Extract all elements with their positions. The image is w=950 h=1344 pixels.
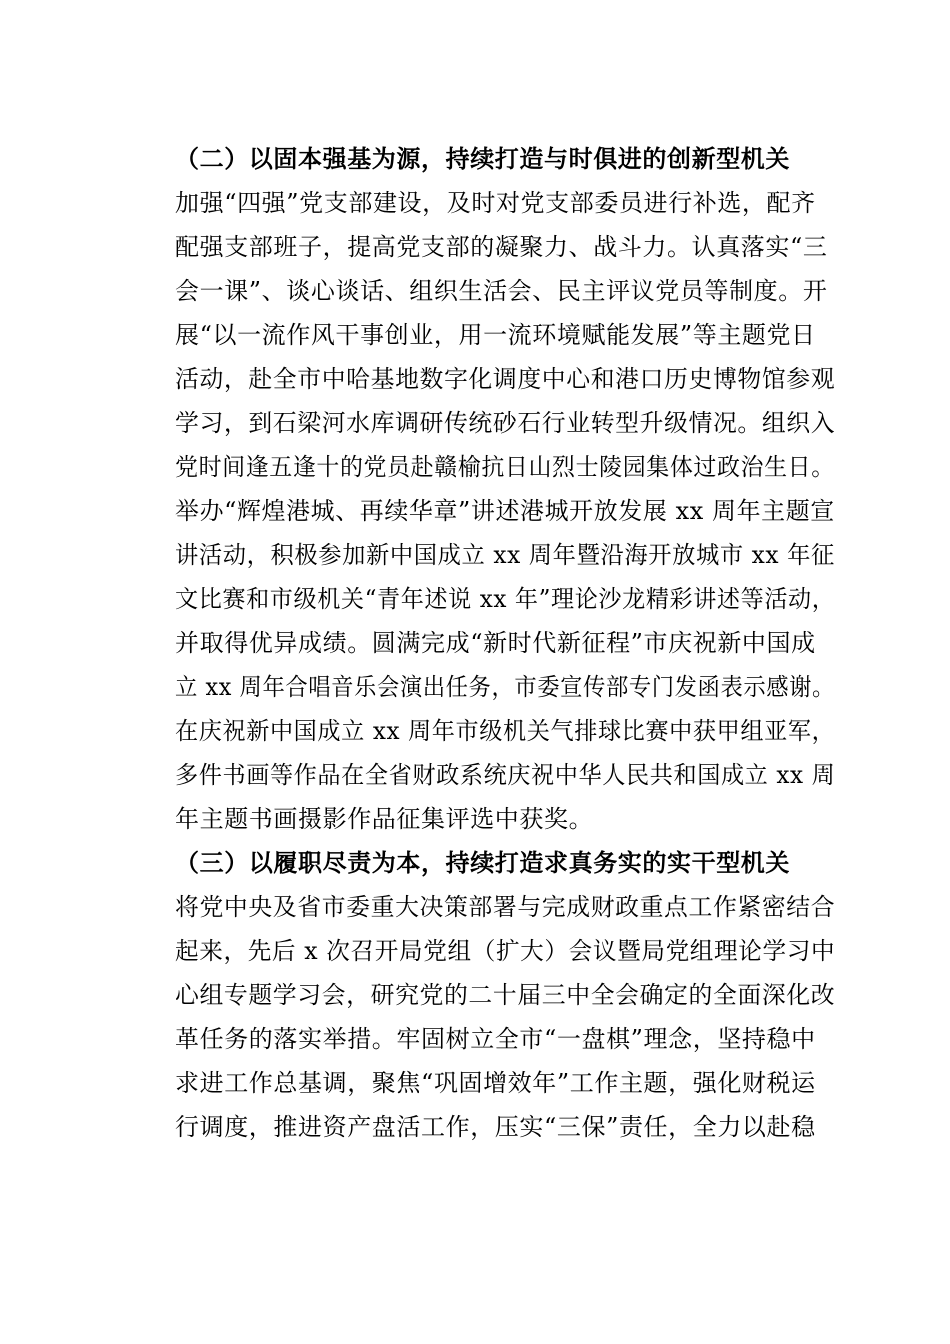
section-2-line: 党时间逢五逢十的党员赴赣榆抗日山烈士陵园集体过政治生日。 bbox=[175, 453, 835, 481]
section-3-heading: （三）以履职尽责为本，持续打造求真务实的实干型机关 bbox=[175, 848, 790, 877]
section-2-line: 举办“辉煌港城、再续华章”讲述港城开放发展 xx 周年主题宣 bbox=[175, 497, 835, 525]
section-2-line: 并取得优异成绩。圆满完成“新时代新征程”市庆祝新中国成 bbox=[175, 629, 816, 657]
section-2-line: 会一课”、谈心谈话、组织生活会、民主评议党员等制度。开 bbox=[175, 277, 828, 305]
section-2-line: 文比赛和市级机关“青年述说 xx 年”理论沙龙精彩讲述等活动， bbox=[175, 585, 836, 613]
section-2-line: 多件书画等作品在全省财政系统庆祝中华人民共和国成立 xx 周 bbox=[175, 761, 836, 789]
section-2-line: 立 xx 周年合唱音乐会演出任务，市委宣传部专门发函表示感谢。 bbox=[175, 673, 835, 701]
section-3-line: 行调度，推进资产盘活工作，压实“三保”责任，全力以赴稳 bbox=[175, 1113, 816, 1141]
section-2-line: 活动，赴全市中哈基地数字化调度中心和港口历史博物馆参观 bbox=[175, 365, 836, 393]
section-2-line: 学习，到石梁河水库调研传统砂石行业转型升级情况。组织入 bbox=[175, 409, 836, 437]
section-3-line: 心组专题学习会，研究党的二十届三中全会确定的全面深化改 bbox=[175, 981, 836, 1009]
section-2-line: 加强“四强”党支部建设，及时对党支部委员进行补选，配齐 bbox=[175, 189, 816, 217]
section-2-line: 配强支部班子，提高党支部的凝聚力、战斗力。认真落实“三 bbox=[175, 233, 828, 261]
section-3-line: 起来，先后 x 次召开局党组（扩大）会议暨局党组理论学习中 bbox=[175, 937, 836, 965]
section-2-line: 展“以一流作风干事创业，用一流环境赋能发展”等主题党日 bbox=[175, 321, 816, 349]
section-2-line: 年主题书画摄影作品征集评选中获奖。 bbox=[175, 805, 594, 833]
section-3-line: 将党中央及省市委重大决策部署与完成财政重点工作紧密结合 bbox=[175, 893, 836, 921]
section-2-heading: （二）以固本强基为源，持续打造与时俱进的创新型机关 bbox=[175, 144, 790, 173]
section-2-line: 讲活动，积极参加新中国成立 xx 周年暨沿海开放城市 xx 年征 bbox=[175, 541, 835, 569]
section-2-line: 在庆祝新中国成立 xx 周年市级机关气排球比赛中获甲组亚军， bbox=[175, 717, 836, 745]
section-3-line: 革任务的落实举措。牢固树立全市“一盘棋”理念，坚持稳中 bbox=[175, 1025, 816, 1053]
section-3-line: 求进工作总基调，聚焦“巩固增效年”工作主题，强化财税运 bbox=[175, 1069, 816, 1097]
